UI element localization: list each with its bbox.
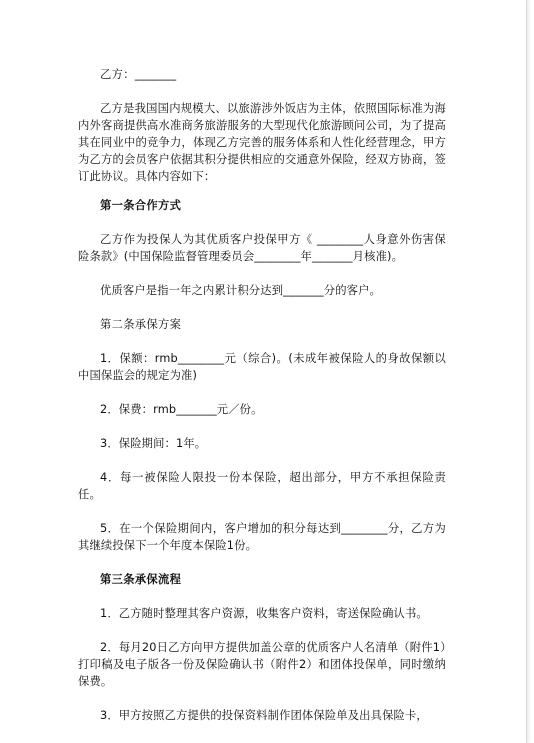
article-2-item-4: 4．每一被保险人限投一份本保险，超出部分，甲方不承担保险责任。 [78, 471, 446, 501]
article-1-paragraph-2: 优质客户是指一年之内累计积分达到_______分的客户。 [100, 284, 381, 297]
article-2-item-5: 5．在一个保险期间内，客户增加的积分每达到________分，乙方为其继续投保下一个年度本保险1份。 [78, 522, 446, 552]
article-2-item-1: 1．保额：rmb________元（综合)。(未成年被保险人的身故保额以中国保监会的规定为准) [78, 352, 446, 382]
intro-paragraph: 乙方是我国国内规模大、以旅游涉外饭店为主体，依照国际标准为海内外客商提供高水准商务旅游服务的大型现代化旅游顾问公司，为了提高其在同业中的竞争力，体现乙方完善的服务体系和人性化经营理念，甲方为乙方的会员客户依据其积分提供相应的交通意外保险，经双方协商，签订此协议。具体内容如下： [78, 102, 446, 183]
article-2-heading: 第二条承保方案 [100, 318, 182, 331]
article-3-item-3: 3．甲方按照乙方提供的投保资料制作团体保险单及出具保险卡， [100, 709, 428, 722]
document-body [78, 66, 446, 724]
article-2-item-2: 2．保费：rmb_______元／份。 [100, 403, 263, 416]
party-b-line: 乙方：_______ [100, 68, 177, 81]
article-1-paragraph-1: 乙方作为投保人为其优质客户投保甲方《 ________人身意外伤害保险条款》(中国保险监督管理委员会________年_______月核准)。 [78, 233, 446, 263]
article-2-item-3: 3．保险期间：1年。 [100, 437, 207, 450]
article-3-item-2: 2．每月20日乙方向甲方提供加盖公章的优质客户人名清单（附件1）打印稿及电子版各一份及保险确认书（附件2）和团体投保单，同时缴纳保费。 [78, 641, 446, 688]
article-3-heading: 第三条承保流程 [100, 573, 182, 586]
article-3-item-1: 1．乙方随时整理其客户资源，收集客户资料，寄送保险确认书。 [100, 607, 428, 620]
article-1-heading: 第一条合作方式 [100, 199, 182, 212]
